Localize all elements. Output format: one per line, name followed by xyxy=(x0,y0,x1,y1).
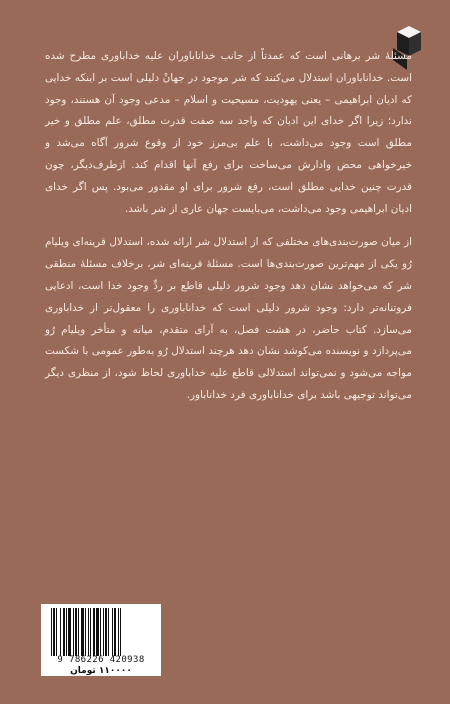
price-label: ۱۱۰۰۰۰ تومان xyxy=(70,666,132,676)
barcode-panel xyxy=(41,604,161,676)
barcode-icon xyxy=(48,608,154,656)
isbn-digits: 9 786226 420938 xyxy=(57,655,145,665)
back-cover-blurb xyxy=(45,46,412,407)
blurb-paragraph-2: از میان صورت‌بندی‌های مختلفی که از استدلال شر ارائه شده، استدلال قرینه‌ای ویلیام رُو یکی از مهم‌ترین صورت‌بندی‌ها است. مسئلهٔ قرینه‌ای شر، برخلاف مسئلهٔ منطقی شر که می‌خواهد نشان دهد وجود شرور دلیلی قاطع بر ردِّ وجود خدا است، ادعایی فروتنانه‌تر دارد: وجود شرور دلیلی است که خداناباوری را معقول‌تر از خداباوری می‌سازد. کتاب حاضر، در هشت فصل، به آرای متقدم، میانه و متأخر ویلیام رُو می‌پردازد و نویسنده می‌کوشد نشان دهد هرچند استدلال رُو به‌طور عمومی با شکست مواجه می‌شود و نمی‌تواند استدلالی قاطع علیه خداباوری لحاظ شود، از منظری دیگر می‌تواند توجیهی باشد برای خداناباوری فرد خداناباور. xyxy=(45,236,412,401)
blurb-paragraph-1: مسئلهٔ شر برهانی است که عمدتاً از جانب خداناباوران علیه خداباوری مطرح شده است. خداناباوران استدلال می‌کنند که شر موجود در جهانْ دلیلی است بر اینکه خدایی که ادیان ابراهیمی – یعنی یهودیت، مسیحیت و اسلام – مدعی وجود آن هستند، وجود ندارد؛ زیرا اگر خدای این ادیان که واجد سه صفت قدرت مطلق، علم مطلق و خیر مطلق است وجود می‌داشت، با علم بی‌مرز خود از وقوع شرور آگاه می‌شد و خیرخواهی محض وادارش می‌ساخت برای رفع آنها اقدام کند. ازطرف‌دیگر، چون قدرت چنین خدایی مطلق است، رفع شرور برای او مقدور می‌بود. پس اگر خدای ادیان ابراهیمی وجود می‌داشت، می‌بایست جهان عاری از شر باشد. xyxy=(45,50,412,215)
